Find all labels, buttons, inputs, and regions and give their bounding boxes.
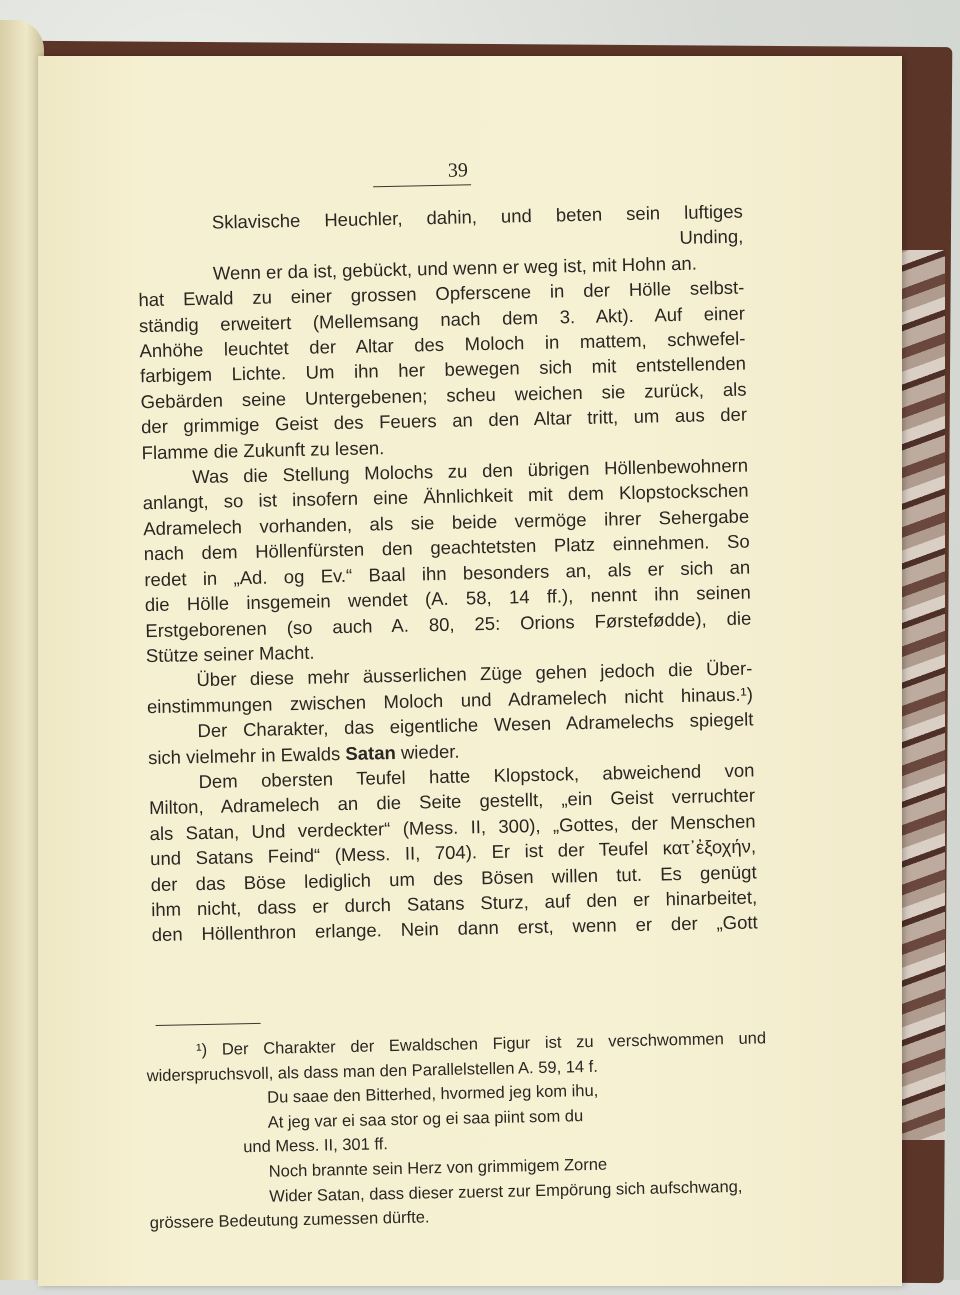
footnote-line: widerspruchsvoll, als dass man den Parallelstellen A. 59, 14 f. <box>146 1057 599 1085</box>
text-line: nach dem Höllenfürsten den geachtetsten Platz einnehmen. So <box>143 530 750 565</box>
text-line: farbigem Lichte. Um ihn her bewegen sich mit entstellenden <box>139 352 747 387</box>
page-number: 39 <box>447 159 469 182</box>
footnotes <box>146 1026 770 1236</box>
footnote-line: ¹) Der Charakter der Ewaldschen Figur ist zu verschwommen und <box>196 1029 767 1060</box>
text-line: der das Böse lediglich um des Bösen willen tut. Es genügt <box>150 860 757 895</box>
text-line: den Höllenthron erlange. Nein dann erst, wenn er der „Gott <box>151 911 758 946</box>
text-line: Flamme die Zukunft zu lesen. <box>141 436 385 463</box>
book-page <box>38 56 902 1286</box>
footnote-line: Wider Satan, dass dieser zuerst zur Empörung sich aufschwang, <box>269 1177 743 1206</box>
footnote-line: und Mess. II, 301 ff. <box>243 1135 389 1157</box>
text-line: ihm nicht, dass er durch Satans Sturz, auf den er hinarbeitet, <box>151 886 758 921</box>
text-line: Wenn er da ist, gebückt, und wenn er weg ist, mit Hohn an. <box>212 252 698 284</box>
text-line: Über diese mehr äusserlichen Züge gehen jedoch die Über- <box>196 657 753 691</box>
footnote-line: Du saae den Bitterhed, hvormed jeg kom ihu, <box>267 1081 599 1107</box>
page-number-rule <box>373 184 471 187</box>
text-line: Milton, Adramelech an die Seite gestellt, „ein Geist verruchter <box>148 784 756 819</box>
text-line: redet in „Ad. og Ev.“ Baal ihn besonders an, als er sich an <box>144 556 751 590</box>
text-line: Der Charakter, das eigentliche Wesen Adramelechs spiegelt <box>197 708 754 742</box>
text-line: Was die Stellung Molochs zu den übrigen Höllenbewohnern <box>191 454 749 488</box>
text-line: Dem obersten Teufel hatte Klopstock, abweichend von <box>198 759 755 793</box>
text-line: Sklavische Heuchler, dahin, und beten sein luftiges <box>211 200 743 233</box>
text-line: Adramelech vorhanden, als sie beide vermöge ihrer Sehergabe <box>143 505 750 540</box>
text-line: und Satans Feind“ (Mess. II, 704). Er ist der Teufel κατ᾽ἐξοχήν, <box>149 835 757 870</box>
text-line: anlangt, so ist insofern eine Ähnlichkeit mit dem Klopstockschen <box>142 479 749 514</box>
text-line: ständig erweitert (Mellemsang nach dem 3. Akt). Auf einer <box>138 302 746 336</box>
footnote-line: Noch brannte sein Herz von grimmigem Zorne <box>268 1155 608 1181</box>
text-line: Gebärden seine Untergebenen; scheu weichen sie zurück, als <box>140 378 747 413</box>
text-line: einstimmungen zwischen Moloch und Adramelech nicht hinaus.¹) <box>146 683 754 717</box>
page-text-block <box>26 47 916 1295</box>
text-line: Anhöhe leuchtet der Altar des Moloch in mattem, schwefel- <box>139 327 746 362</box>
text-line: sich vielmehr in Ewalds Satan wieder. <box>147 740 460 768</box>
footnote-line: grössere Bedeutung zumessen dürfte. <box>149 1208 430 1233</box>
text-line: Unding, <box>679 225 744 249</box>
text-line: als Satan, Und verdeckter“ (Mess. II, 300), „Gottes, der Menschen <box>149 810 756 844</box>
footnote-line: At jeg var ei saa stor og ei saa piint som du <box>267 1106 584 1132</box>
footnote-rule <box>156 1023 261 1026</box>
main-text <box>137 199 758 948</box>
text-line: Stütze seiner Macht. <box>145 641 315 667</box>
text-line: die Hölle insgemein wendet (A. 58, 14 ff.), nennt ihn seinen <box>144 581 751 616</box>
text-line: der grimmige Geist des Feuers an den Altar tritt, um aus der <box>140 403 748 438</box>
text-line: hat Ewald zu einer grossen Opferscene in der Hölle selbst- <box>138 276 745 311</box>
text-line: Erstgeborenen (so auch A. 80, 25: Orions Førstefødde), die <box>145 606 752 641</box>
